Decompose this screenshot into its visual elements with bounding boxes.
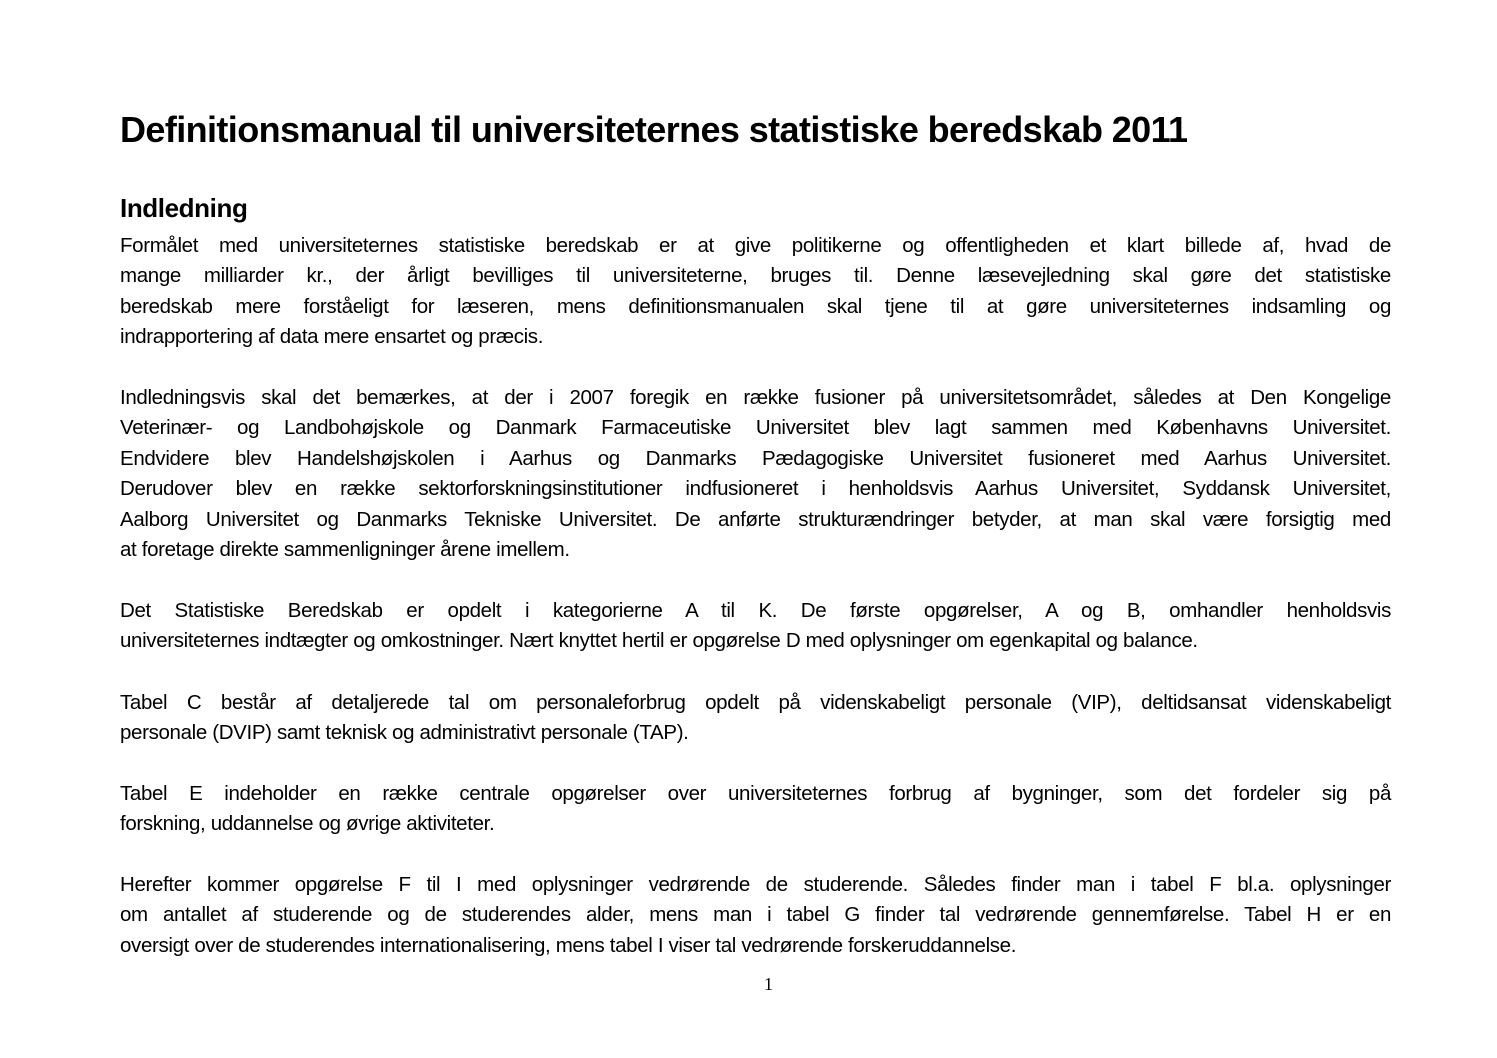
text-line: at foretage direkte sammenligninger årene imellem. — [120, 537, 570, 561]
text-line: mange milliarder kr., der årligt bevilliges til universiteterne, bruges til. Denne læsevejledning skal gøre det statistiske — [120, 264, 1391, 288]
text-line: Tabel C består af detaljerede tal om personaleforbrug opdelt på videnskabeligt personale (VIP), deltidsansat videnskabeligt — [120, 691, 1391, 714]
paragraph-purpose — [120, 231, 1391, 353]
text-line: forskning, uddannelse og øvrige aktiviteter. — [120, 812, 495, 836]
paragraph-mergers — [120, 383, 1391, 565]
document-title: Definitionsmanual til universiteternes statistiske beredskab 2011 — [120, 109, 1188, 150]
text-line: Derudover blev en række sektorforskningsinstitutioner indfusioneret i henholdsvis Aarhus Universitet, Syddansk Universitet, — [120, 477, 1391, 501]
text-line: om antallet af studerende og de studerendes alder, mens man i tabel G finder tal vedrørende gennemførelse. Tabel H er en — [120, 903, 1391, 927]
text-line: beredskab mere forståeligt for læseren, mens definitionsmanualen skal tjene til at gøre universiteternes indsamling og — [120, 294, 1391, 318]
text-line: Formålet med universiteternes statistiske beredskab er at give politikerne og offentligheden et klart billede af, hvad de — [120, 234, 1391, 257]
text-line: personale (DVIP) samt teknisk og administrativt personale (TAP). — [120, 721, 689, 745]
text-line: universiteternes indtægter og omkostninger. Nært knyttet hertil er opgørelse D med oplysninger om egenkapital og balance. — [120, 629, 1198, 653]
text-line: Veterinær- og Landbohøjskole og Danmark Farmaceutiske Universitet blev lagt sammen med Københavns Universitet. — [120, 416, 1391, 440]
paragraph-table-e — [120, 779, 1391, 840]
text-line: Herefter kommer opgørelse F til I med oplysninger vedrørende de studerende. Således finder man i tabel F bl.a. oplysninger — [120, 873, 1391, 896]
text-line: Indledningsvis skal det bemærkes, at der i 2007 foregik en række fusioner på universitetsområdet, således at Den Kongelige — [120, 386, 1391, 409]
text-line: indrapportering af data mere ensartet og præcis. — [120, 325, 544, 349]
paragraph-tables-f-i — [120, 870, 1391, 961]
text-line: oversigt over de studerendes internationalisering, mens tabel I viser tal vedrørende forskeruddannelse. — [120, 933, 1017, 957]
text-line: Det Statistiske Beredskab er opdelt i kategorierne A til K. De første opgørelser, A og B, omhandler henholdsvis — [120, 599, 1391, 622]
paragraph-categories — [120, 596, 1391, 657]
text-line: Endvidere blev Handelshøjskolen i Aarhus og Danmarks Pædagogiske Universitet fusioneret med Aarhus Universitet. — [120, 446, 1391, 470]
text-line: Aalborg Universitet og Danmarks Tekniske Universitet. De anførte strukturændringer betyder, at man skal være forsigtig med — [120, 507, 1391, 531]
page-number: 1 — [764, 974, 773, 994]
section-heading: Indledning — [120, 193, 248, 223]
text-line: Tabel E indeholder en række centrale opgørelser over universiteternes forbrug af bygninger, som det fordeler sig på — [120, 782, 1391, 805]
paragraph-table-c — [120, 688, 1391, 749]
